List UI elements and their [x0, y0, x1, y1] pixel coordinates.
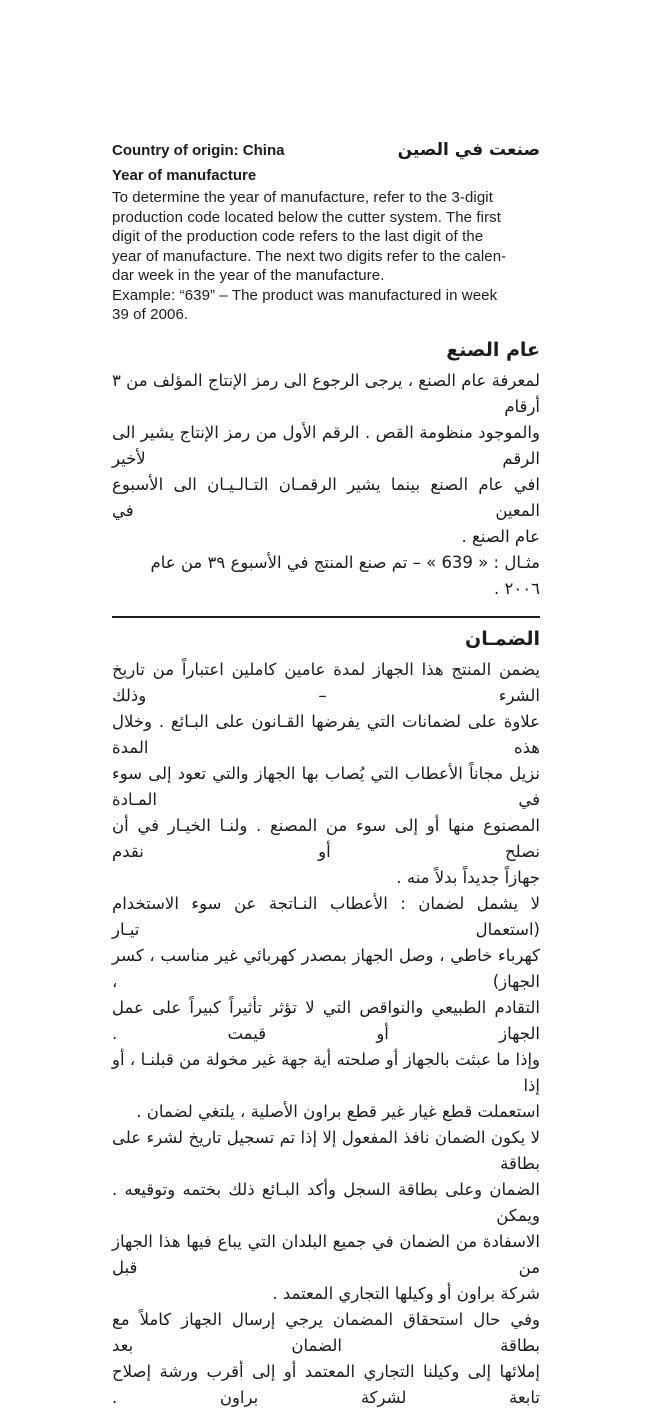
arabic-text-line: افي عام الصنع بينما يشير الرقمـان التـالـيـان الى الأسبوع المعين في — [112, 474, 540, 520]
english-text-line: Example: “639” – The product was manufactured in week — [112, 286, 498, 304]
arabic-text-line: علاوة على لضمانات التي يفرضها القـانون على البـائع . وخلال هذه المدة — [112, 711, 540, 757]
manual-page — [112, 0, 540, 1411]
year-of-manufacture-heading: Year of manufacture — [112, 167, 257, 184]
arabic-text-line: شركة براون أو وكيلها التجاري المعتمد . — [272, 1283, 540, 1303]
arabic-text-line: يضمن المنتج هذا الجهاز لمدة عامين كاملين اعتباراً من تاريخ الشرء – وذلك — [112, 659, 540, 705]
arabic-text-line: استعملت قطع غيار غير قطع براون الأصلية ، يلتغي لضمان . — [136, 1101, 540, 1121]
arabic-text-line: والموجود منظومة القص . الرقم الأول من رمز الإنتاج يشير الى الرقم لأخير — [112, 422, 540, 468]
arabic-text-line: التقادم الطبيعي والنواقص التي لا تؤثر تأثيراً كبيراً على عمل الجهاز أو قيمت . — [112, 997, 540, 1043]
arabic-text-line: نزيل مجاناً الأعطاب التي يُصاب بها الجهاز والتي تعود إلى سوء في المـادة — [112, 763, 540, 809]
arabic-text-line: وفي حال استحقاق المضمان يرجي إرسال الجهاز كاملاً مع بطاقة الضمان بعد — [112, 1309, 540, 1355]
english-text-line: production code located below the cutter system. The first — [112, 208, 502, 226]
arabic-text-line: عام الصنع . — [461, 526, 540, 546]
arabic-text-line: وإذا ما عبثت بالجهاز أو صلحته أية جهة غير مخولة من قبلنـا ، أو إذا — [112, 1049, 540, 1095]
arabic-text-line: إملائها إلى وكيلنا التجاري المعتمد أو إلى أقرب ورشة إصلاح تابعة لشركة براون . — [112, 1361, 540, 1407]
english-text-line: digit of the production code refers to the last digit of the — [112, 228, 484, 245]
origin-row — [112, 140, 540, 160]
warranty-section-heading-arabic: الضمـان — [465, 627, 540, 650]
country-of-origin-label: Country of origin: China — [112, 142, 285, 159]
arabic-text-line: لمعرفة عام الصنع ، يرجى الرجوع الى رمز الإنتاج المؤلف من ٣ أرقام — [112, 370, 540, 416]
english-text-line: To determine the year of manufacture, refer to the 3-digit — [112, 189, 493, 206]
arabic-text-line: جهازاً جديداً بدلاً منه . — [396, 867, 540, 887]
english-text-line: dar week in the year of the manufacture. — [112, 267, 385, 284]
english-text-line: year of manufacture. The next two digits refer to the calen- — [112, 247, 507, 265]
arabic-text-line: لا يكون الضمان نافذ المفعول إلا إذا تم تسجيل تاريخ لشرء على بطاقة — [112, 1127, 540, 1173]
country-of-origin-arabic: صنعت في الصين — [397, 140, 540, 160]
arabic-text-line: الاسفادة من الضمان في جميع البلدان التي يباع فيها هذا الجهاز من قبل — [112, 1231, 540, 1277]
english-text-line: 39 of 2006. — [112, 306, 189, 323]
arabic-text-line: مثـال : « 639 » – تم صنع المنتج في الأسبوع ٣٩ من عام ٢٠٠٦ . — [150, 552, 540, 598]
arabic-text-line: المصنوع منها أو إلى سوء من المصنع . ولنـا الخيـار في أن نصلح أو نقدم — [112, 815, 540, 861]
arabic-text-line: كهرباء خاطي ، وصل الجهاز بمصدر كهربائي غير مناسب ، كسر الجهاز) ، — [112, 945, 540, 991]
arabic-text-line: لا يشمل لضمان : الأعطاب النـاتجة عن سوء الاستخدام (استعمال تيـار — [112, 893, 540, 939]
section-divider — [112, 616, 540, 618]
year-section-heading-arabic: عام الصنع — [446, 338, 540, 361]
year-section-text-arabic — [112, 368, 540, 602]
year-of-manufacture-text — [112, 188, 540, 325]
arabic-text-line: الضمان وعلى بطاقة السجل وأكد البـائع ذلك بختمه وتوقيعه . ويمكن — [112, 1179, 540, 1225]
warranty-section-text-arabic — [112, 657, 540, 1411]
